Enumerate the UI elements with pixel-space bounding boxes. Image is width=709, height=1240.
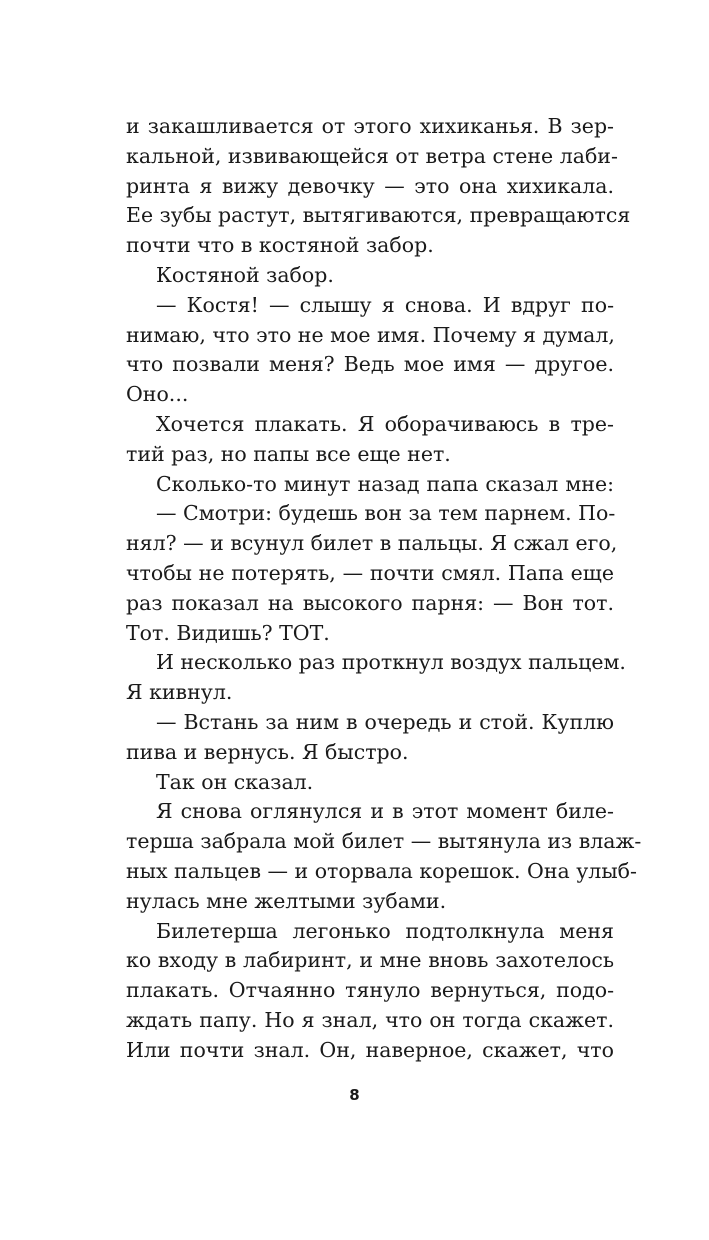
text-line: И несколько раз проткнул воздух пальцем. bbox=[156, 650, 626, 675]
text-line: ных пальцев — и оторвала корешок. Она улыб- bbox=[126, 858, 637, 883]
text-line: почти что в костяной забор. bbox=[126, 233, 434, 258]
page-number: 8 bbox=[349, 1086, 360, 1104]
text-line: пива и вернусь. Я быстро. bbox=[126, 739, 409, 764]
text-block bbox=[126, 112, 642, 1066]
text-line: ко входу в лабиринт, и мне вновь захотелось bbox=[126, 948, 614, 973]
text-line: чтобы не потерять, — почти смял. Папа еще bbox=[126, 560, 614, 585]
text-line: нял? — и всунул билет в пальцы. Я сжал его, bbox=[126, 531, 618, 556]
text-line: Тот. Видишь? ТОТ. bbox=[126, 620, 330, 645]
text-line: нулась мне желтыми зубами. bbox=[126, 888, 447, 913]
text-line: — Смотри: будешь вон за тем парнем. По- bbox=[156, 501, 616, 526]
text-line: Билетерша легонько подтолкнула меня bbox=[156, 918, 614, 943]
text-line: Сколько-то минут назад папа сказал мне: bbox=[156, 471, 614, 496]
text-line: Я снова оглянулся и в этот момент биле- bbox=[156, 799, 614, 824]
text-line: и закашливается от этого хихиканья. В зер- bbox=[126, 114, 614, 138]
text-line: раз показал на высокого парня: — Вон тот. bbox=[126, 590, 614, 615]
text-line: Оно... bbox=[126, 382, 189, 407]
text-line: Так он сказал. bbox=[156, 769, 314, 794]
text-line: Ее зубы растут, вытягиваются, превращаются bbox=[126, 203, 631, 228]
text-line: Я кивнул. bbox=[126, 680, 233, 705]
text-line: — Костя! — слышу я снова. И вдруг по- bbox=[156, 292, 614, 317]
text-line: — Встань за ним в очередь и стой. Куплю bbox=[156, 709, 614, 734]
text-line: Костяной забор. bbox=[156, 262, 334, 287]
text-line: ринта я вижу девочку — это она хихикала. bbox=[126, 173, 614, 198]
text-line: кальной, извивающейся от ветра стене лаби- bbox=[126, 143, 618, 168]
text-line: плакать. Отчаянно тянуло вернуться, подо- bbox=[126, 978, 614, 1003]
text-line: нимаю, что это не мое имя. Почему я думал, bbox=[126, 322, 615, 347]
text-line: что позвали меня? Ведь мое имя — другое. bbox=[126, 352, 614, 377]
text-line: Или почти знал. Он, наверное, скажет, что bbox=[126, 1037, 614, 1062]
text-line: тий раз, но папы все еще нет. bbox=[126, 441, 451, 466]
text-line: Хочется плакать. Я оборачиваюсь в тре- bbox=[156, 411, 614, 436]
text-line: терша забрала мой билет — вытянула из влаж- bbox=[126, 829, 642, 854]
text-line: ждать папу. Но я знал, что он тогда скажет. bbox=[126, 1007, 614, 1032]
